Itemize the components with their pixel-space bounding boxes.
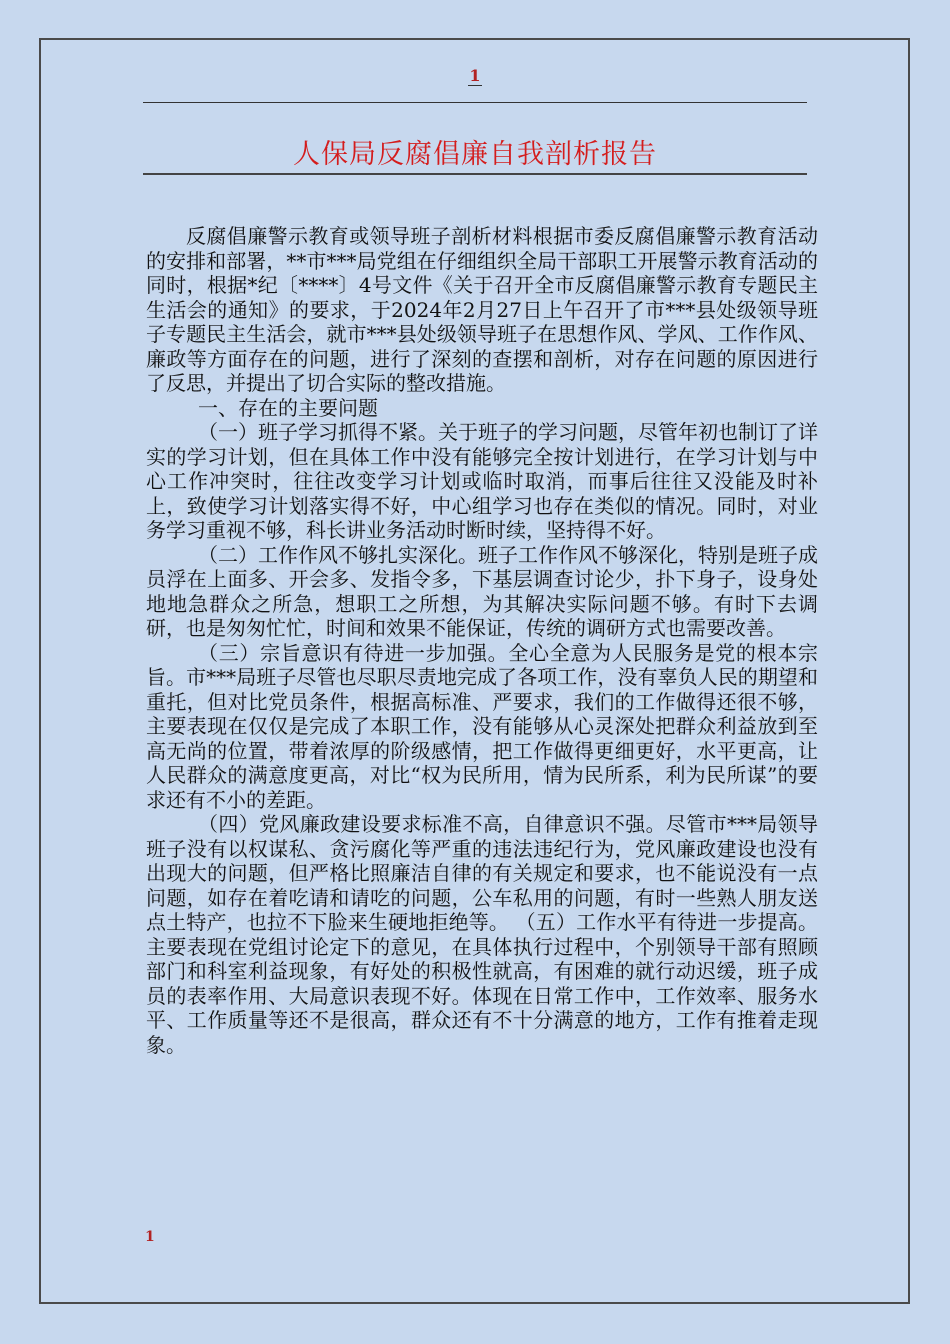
document-body [146, 224, 818, 1057]
issue-paragraph-1: （一）班子学习抓得不紧。关于班子的学习问题，尽管年初也制订了详实的学习计划，但在具体工作中没有能够完全按计划进行，在学习计划与中心工作冲突时，往往改变学习计划或临时取消，而事后往往又没能及时补上，致使学习计划落实得不好，中心组学习也存在类似的情况。同时，对业务学习重视不够，科长讲业务活动时断时续，坚持得不好。 [146, 420, 818, 542]
header-page-number-text: 1 [469, 66, 481, 85]
section-heading: 一、存在的主要问题 [198, 395, 378, 420]
document-title: 人保局反腐倡廉自我剖析报告 [293, 139, 657, 170]
issue-paragraph-2: （二）工作作风不够扎实深化。班子工作作风不够深化，特别是班子成员浮在上面多、开会多、发指令多，下基层调查讨论少，扑下身子，设身处地地急群众之所急，想职工之所想，为其解决实际问题不够。有时下去调研，也是匆匆忙忙，时间和效果不能保证，传统的调研方式也需要改善。 [146, 542, 818, 640]
intro-paragraph: 反腐倡廉警示教育或领导班子剖析材料根据市委反腐倡廉警示教育活动的安排和部署，**市***局党组在仔细组织全局干部职工开展警示教育活动的同时，根据*纪〔****〕4号文件《关于召开全市反腐倡廉警示教育专题民主生活会的通知》的要求，于2024年2月27日上午召开了市***县处级领导班子专题民主生活会，就市***县处级领导班子在思想作风、学风、工作作风、廉政等方面存在的问题，进行了深刻的查摆和剖析，对存在问题的原因进行了反思，并提出了切合实际的整改措施。 [146, 224, 818, 395]
issue-paragraph-4: （四）党风廉政建设要求标准不高，自律意识不强。尽管市***局领导班子没有以权谋私、贪污腐化等严重的违法违纪行为，党风廉政建设也没有出现大的问题，但严格比照廉洁自律的有关规定和要求，也不能说没有一点问题，如存在着吃请和请吃的问题，公车私用的问题，有时一些熟人朋友送点土特产，也拉不下脸来生硬地拒绝等。 （五）工作水平有待进一步提高。主要表现在党组讨论定下的意见，在具体执行过程中，个别领导干部有照顾部门和科室利益现象，有好处的积极性就高，有困难的就行动迟缓，班子成员的表率作用、大局意识表现不好。体现在日常工作中，工作效率、服务水平、工作质量等还不是很高，群众还有不十分满意的地方，工作有推着走现象。 [146, 812, 818, 1057]
title-divider [143, 173, 807, 175]
footer-page-number: 1 [145, 1229, 155, 1245]
header-divider [143, 102, 807, 103]
header-page-number [0, 66, 950, 85]
issue-paragraph-3: （三）宗旨意识有待进一步加强。全心全意为人民服务是党的根本宗旨。市***局班子尽管也尽职尽责地完成了各项工作，没有辜负人民的期望和重托，但对比党员条件，根据高标准、严要求，我们的工作做得还很不够，主要表现在仅仅是完成了本职工作，没有能够从心灵深处把群众利益放到至高无尚的位置，带着浓厚的阶级感情，把工作做得更细更好，水平更高，让人民群众的满意度更高，对比“权为民所用，情为民所系，利为民所谋”的要求还有不小的差距。 [146, 640, 818, 812]
